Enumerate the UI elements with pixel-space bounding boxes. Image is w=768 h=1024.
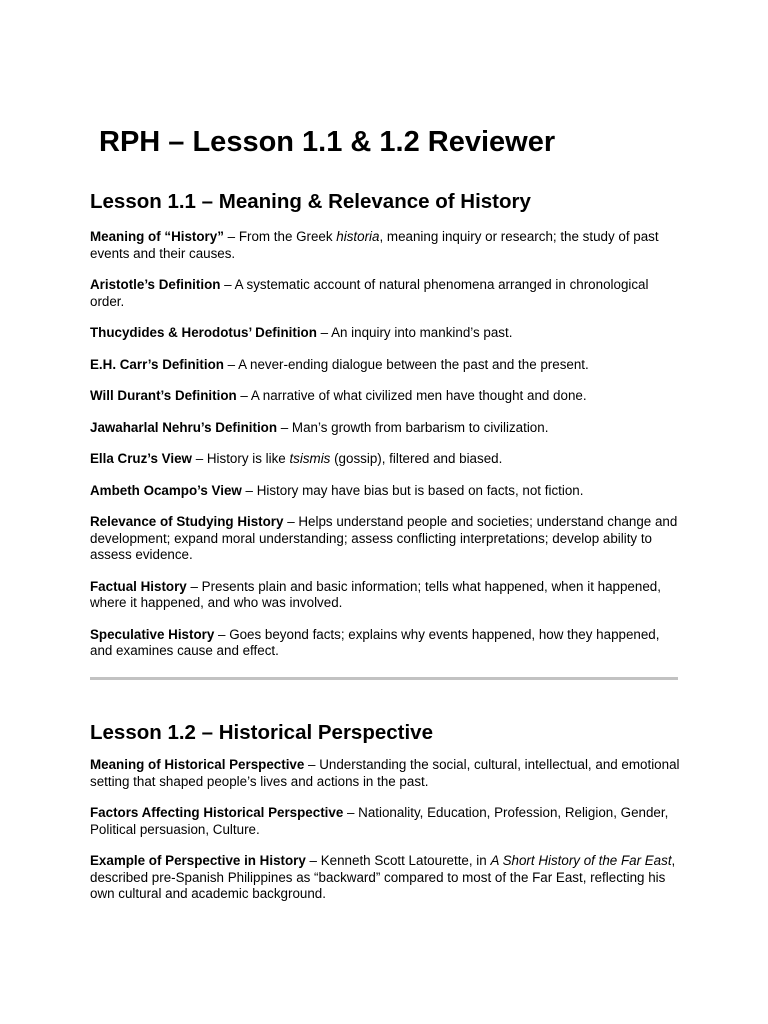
entry-separator: – bbox=[277, 419, 292, 435]
document-title: RPH – Lesson 1.1 & 1.2 Reviewer bbox=[99, 126, 556, 158]
definition-entry bbox=[90, 805, 680, 838]
entry-text: An inquiry into mankind’s past. bbox=[331, 325, 513, 340]
entry-term: Meaning of “History” bbox=[90, 229, 224, 244]
definition-entry bbox=[90, 579, 680, 612]
entry-term: Speculative History bbox=[90, 626, 215, 642]
section-divider bbox=[90, 677, 678, 680]
entry-separator: – bbox=[223, 356, 239, 372]
definition-entry bbox=[90, 277, 680, 310]
entry-text: Kenneth Scott Latourette, in bbox=[320, 853, 491, 868]
entry-separator: – bbox=[220, 277, 235, 292]
definition-entry bbox=[90, 325, 680, 342]
entry-separator: – bbox=[343, 805, 359, 820]
entry-separator: – bbox=[283, 514, 299, 529]
entry-term: Will Durant’s Definition bbox=[90, 388, 237, 403]
entry-term: Ambeth Ocampo’s View bbox=[90, 482, 242, 498]
entry-separator: – bbox=[305, 853, 321, 868]
entry-separator: – bbox=[186, 578, 202, 594]
entry-text: A narrative of what civilized men have thought and done. bbox=[250, 388, 587, 403]
definition-entry bbox=[90, 229, 680, 262]
entry-term: Ella Cruz’s View bbox=[90, 451, 192, 466]
definition-entry bbox=[90, 483, 680, 500]
entry-text: A systematic account of natural phenomena arranged in chronological order. bbox=[90, 277, 649, 309]
entry-italic-text: A Short History of the Far East bbox=[490, 853, 672, 868]
entry-separator: – bbox=[304, 757, 320, 772]
entry-separator: – bbox=[223, 229, 239, 244]
definition-entry bbox=[90, 514, 680, 564]
entry-italic-text: historia bbox=[336, 229, 380, 244]
entry-text: Helps understand people and societies; understand change and development; expand moral understanding; assess conflicting interpretations; develop ability to assess evidence. bbox=[90, 514, 678, 562]
entry-separator: – bbox=[214, 626, 230, 642]
entry-term: Factors Affecting Historical Perspective bbox=[90, 805, 344, 820]
entry-separator: – bbox=[191, 451, 207, 466]
section-heading: Lesson 1.1 – Meaning & Relevance of History bbox=[90, 190, 531, 213]
entry-separator: – bbox=[316, 325, 332, 340]
entry-term: Example of Perspective in History bbox=[90, 853, 306, 868]
entry-text: (gossip), filtered and biased. bbox=[330, 451, 503, 466]
entry-text: Goes beyond facts; explains why events happened, how they happened, and examines cause and effect. bbox=[90, 626, 660, 658]
entry-text: , meaning inquiry or research; the study of past events and their causes. bbox=[90, 229, 659, 261]
entry-term: Aristotle’s Definition bbox=[90, 277, 221, 292]
entry-text: Man’s growth from barbarism to civilization. bbox=[291, 419, 549, 435]
definition-entry bbox=[90, 757, 680, 790]
definition-entry bbox=[90, 420, 680, 437]
entry-italic-text: tsismis bbox=[289, 451, 331, 466]
entry-separator: – bbox=[236, 388, 251, 403]
section-heading: Lesson 1.2 – Historical Perspective bbox=[90, 721, 433, 744]
entry-term: Factual History bbox=[90, 578, 187, 594]
section-lesson-1-2 bbox=[90, 720, 680, 918]
definition-entry bbox=[90, 388, 680, 405]
entry-text: History is like bbox=[206, 451, 290, 466]
entry-list bbox=[90, 229, 680, 660]
definition-entry bbox=[90, 451, 680, 468]
entry-text: History may have bias but is based on facts, not fiction. bbox=[256, 482, 584, 498]
entry-text: Nationality, Education, Profession, Religion, Gender, Political persuasion, Culture. bbox=[90, 805, 669, 837]
entry-term: Jawaharlal Nehru’s Definition bbox=[90, 419, 278, 435]
entry-text: Understanding the social, cultural, intellectual, and emotional setting that shaped people’s lives and actions in the past. bbox=[90, 757, 680, 789]
definition-entry bbox=[90, 627, 680, 660]
entry-text: From the Greek bbox=[238, 229, 337, 244]
entry-term: Relevance of Studying History bbox=[90, 514, 284, 529]
entry-term: Meaning of Historical Perspective bbox=[90, 757, 305, 772]
entry-text: , described pre-Spanish Philippines as “backward” compared to most of the Far East, reflecting his own cultural and academic background. bbox=[90, 853, 676, 901]
definition-entry bbox=[90, 853, 680, 903]
entry-term: E.H. Carr’s Definition bbox=[90, 356, 224, 372]
section-lesson-1-1 bbox=[90, 189, 680, 675]
entry-term: Thucydides & Herodotus’ Definition bbox=[90, 325, 317, 340]
entry-list bbox=[90, 757, 680, 903]
entry-text: Presents plain and basic information; tells what happened, when it happened, where it happened, and who was involved. bbox=[90, 578, 661, 610]
definition-entry bbox=[90, 357, 680, 374]
entry-separator: – bbox=[241, 482, 257, 498]
entry-text: A never-ending dialogue between the past and the present. bbox=[238, 356, 589, 372]
